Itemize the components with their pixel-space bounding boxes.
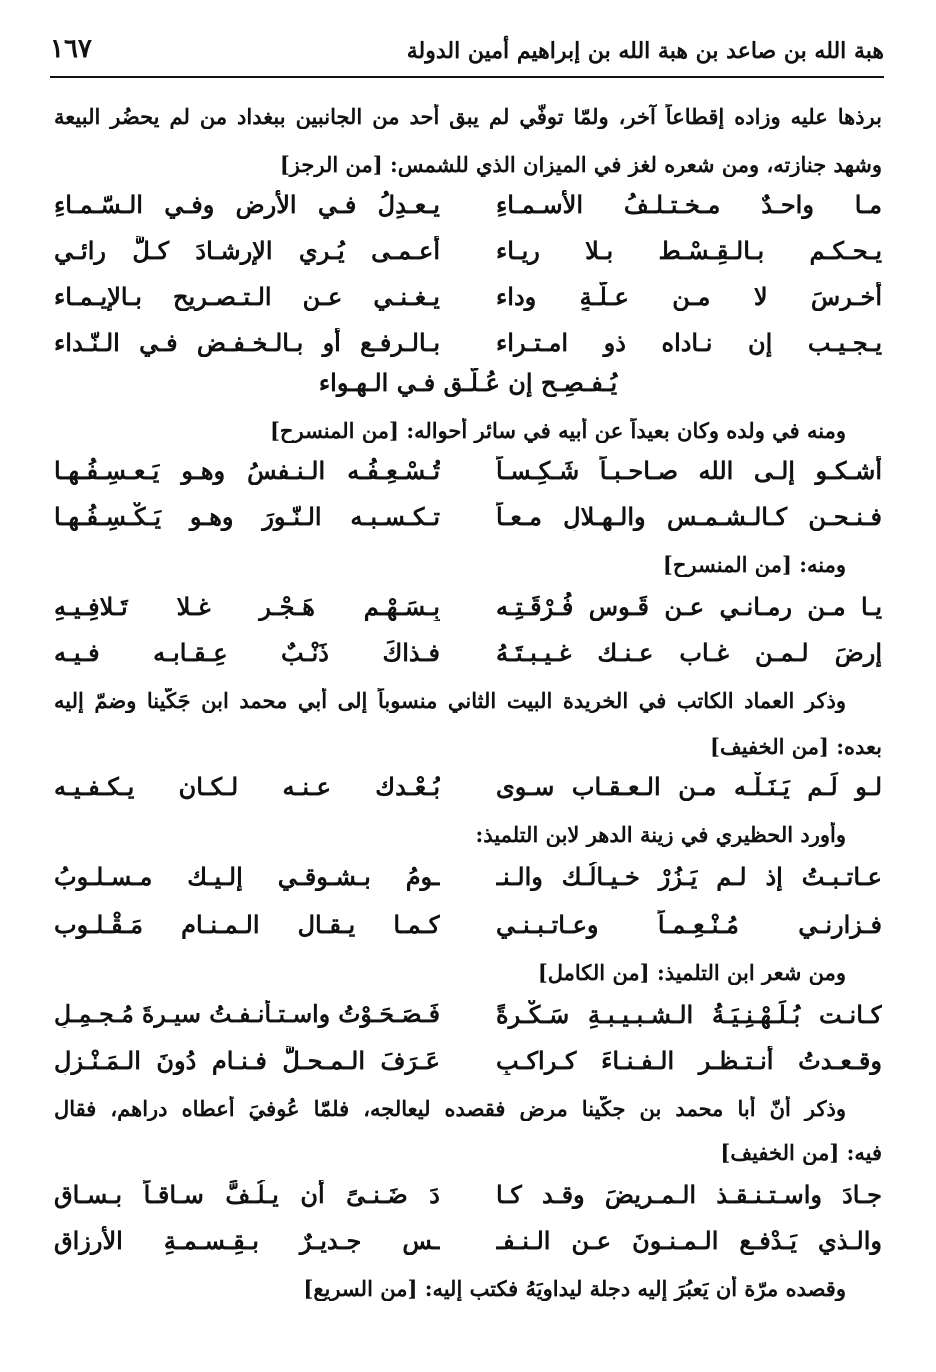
verse-second-hemistich: عَـرَفَ الـمـحـلَّ فـنـام دُونَ الـمَـنْـزِلِ [54,1046,440,1075]
prose-text: وقصده مرّة أن يَعبُرَ إليه دجلة ليداوِيَهُ فكتب إليه: [424,1276,846,1301]
prose-line: وأورد الحظيري في زينة الدهر لابن التلميذ: [475,822,846,847]
prose-line: وذكر أنّ أبا محمد بن جكّينا مرض فقصده ليعالجه، فلمّا عُوفيَ أعطاه دراهم، فقال [54,1096,846,1121]
meter-label: [من المنسرح] [662,552,792,577]
verse-first-hemistich: فـنـحـن كـالـشـمـس والـهـلالِ مـعـاً [496,502,882,531]
verse-second-hemistich: كـمـا يـقـال الـمـنـام مَـقْـلـوب [54,910,440,939]
meter-label: [من الكامل] [537,960,650,985]
verse-second-hemistich: بُـعْـدك عـنـه لـكـان يـكـفـيـه [54,772,440,801]
running-title: هبة الله بن صاعد بن هبة الله بن إبراهيم أمين الدولة [406,38,884,64]
verse-first-hemistich: أخـرسَ لا مـن عـلّـةٍ وداء [496,282,882,311]
prose-text: ومن شعر ابن التلميذ: [656,960,846,985]
verse-second-hemistich: بـالـرفـع أو بـالـخـفـض فـي الـنّـداء [54,328,440,357]
verse-second-hemistich: تـكـسـبـه الـنّـورَ وهـو يَـكْـسِـفُـهـا [54,502,440,531]
verse-first-hemistich: لـو لَـم يَـنَـلْـه مـن الـعـقـاب سـوى [496,772,882,801]
prose-line [54,552,846,577]
verse-second-hemistich: بِـسَـهْـمِ هَـجْـرٍ غـلا تَـلافِـيـهِ [54,592,440,621]
prose-text: فيه: [846,1140,882,1165]
verse-first-hemistich: وقـعـدتُ أنـتـظـر الـفـنـاءَ كـراكـبٍ [496,1046,882,1075]
verse-second-hemistich: ـس جـديـرٌ بـقِـسـمـةِ الأرزاق [54,1226,440,1255]
verse-first-hemistich: يـا مـن رمـانـي عـن قَـوس فُـرْقَـتِـه [496,592,882,621]
prose-line: وذكر العماد الكاتب في الخريدة البيت الثاني منسوباً إلى أبي محمد ابن جَكّينا وضمّ إليه [54,688,846,713]
prose-line [54,418,846,443]
verse-first-hemistich: أشـكـو إلـى الله صـاحـبـاً شَـكِـسـاً [496,456,882,485]
verse-first-hemistich: كـانـت بُـلَـهْـنِـيَـةُ الـشـبـيـبـةِ سَـكْـرةً [496,1000,882,1029]
verse-second-hemistich: يـغـنـي عـن الـتـصـريح بـالإيـمـاء [54,282,440,311]
verse-first-hemistich: مـا واحـدٌ مـخـتـلـفُ الأسـمـاءِ [496,190,882,219]
verse-second-hemistich: أعـمـى يُـري الإرشـادَ كـلَّ رائـي [54,236,440,265]
prose-line [54,734,882,759]
header-rule [50,76,884,78]
prose-text: ومنه: [799,552,846,577]
prose-line [54,1276,846,1301]
verse-second-hemistich: دَ ضَـنـىً أن يـلُـفَّ سـاقـاً بـسـاق [54,1180,440,1209]
verse-first-hemistich: إرضَ لـمـن غـاب عـنـك غـيـبـتَـهُ [496,638,882,667]
meter-label: [من الخفيف] [720,1140,840,1165]
verse-first-hemistich: والـذي يَـدْفـع الـمـنـونَ عـن الـنـفـ [496,1226,882,1255]
verse-second-hemistich: يـعـدِلُ فـي الأرض وفـي الـسّـمـاءِ [54,190,440,219]
prose-line: برذها عليه وزاده إقطاعاً آخر، ولمّا توفّي لم يبق أحد من الجانبين ببغداد من لم يحضُر البيعة [54,104,882,129]
verse-first-hemistich: عـاتـبـتُ إذ لـم يَـزُرْ خـيـالُـك والـنـ [496,862,882,891]
prose-line [54,960,846,985]
verse-second-hemistich: تُـسْـعِـفُـه الـنـفسُ وهـو يَـعـسِـفُـهـا [54,456,440,485]
verse-single-line: يُـفـصِـح إن عُـلّـق فـي الـهـواء [318,368,618,397]
verse-second-hemistich: فـذاكَ ذَنْـبٌ عِـقـابـه فـيـه [54,638,440,667]
verse-second-hemistich: فَـصَـحَـوْتُ واسـتـأنـفـتُ سيـرةَ مُـجـمِـلِ [54,1000,440,1028]
page-number: ١٦٧ [50,34,92,64]
verse-first-hemistich: فـزارنـي مُـنْـعِـمـاً وعـاتـبـنـي [496,910,882,939]
prose-text: بعده: [836,734,882,759]
running-header [50,30,884,74]
prose-line [54,152,882,177]
meter-label: [من الخفيف] [710,734,829,759]
prose-text: ومنه في ولده وكان بعيداً عن أبيه في سائر أحواله: [406,418,846,443]
meter-label: [من الرجز] [279,152,383,177]
verse-first-hemistich: جـادَ واسـتـنـقـذ الـمـريضَ وقـد كـا [496,1180,882,1209]
meter-label: [من السريع] [303,1276,418,1301]
prose-line [54,1140,882,1165]
prose-text: وشهد جنازته، ومن شعره لغز في الميزان الذي للشمس: [389,152,882,177]
meter-label: [من المنسرح] [269,418,399,443]
verse-first-hemistich: يـحـكـم بـالـقِـسْـط بـلا رِيـاء [496,236,882,265]
verse-second-hemistich: ـومُ بـشـوقـي إلـيـك مـسـلـوبُ [54,862,440,891]
verse-first-hemistich: يـجـيـب إن نـاداه ذو امـتـراء [496,328,882,357]
